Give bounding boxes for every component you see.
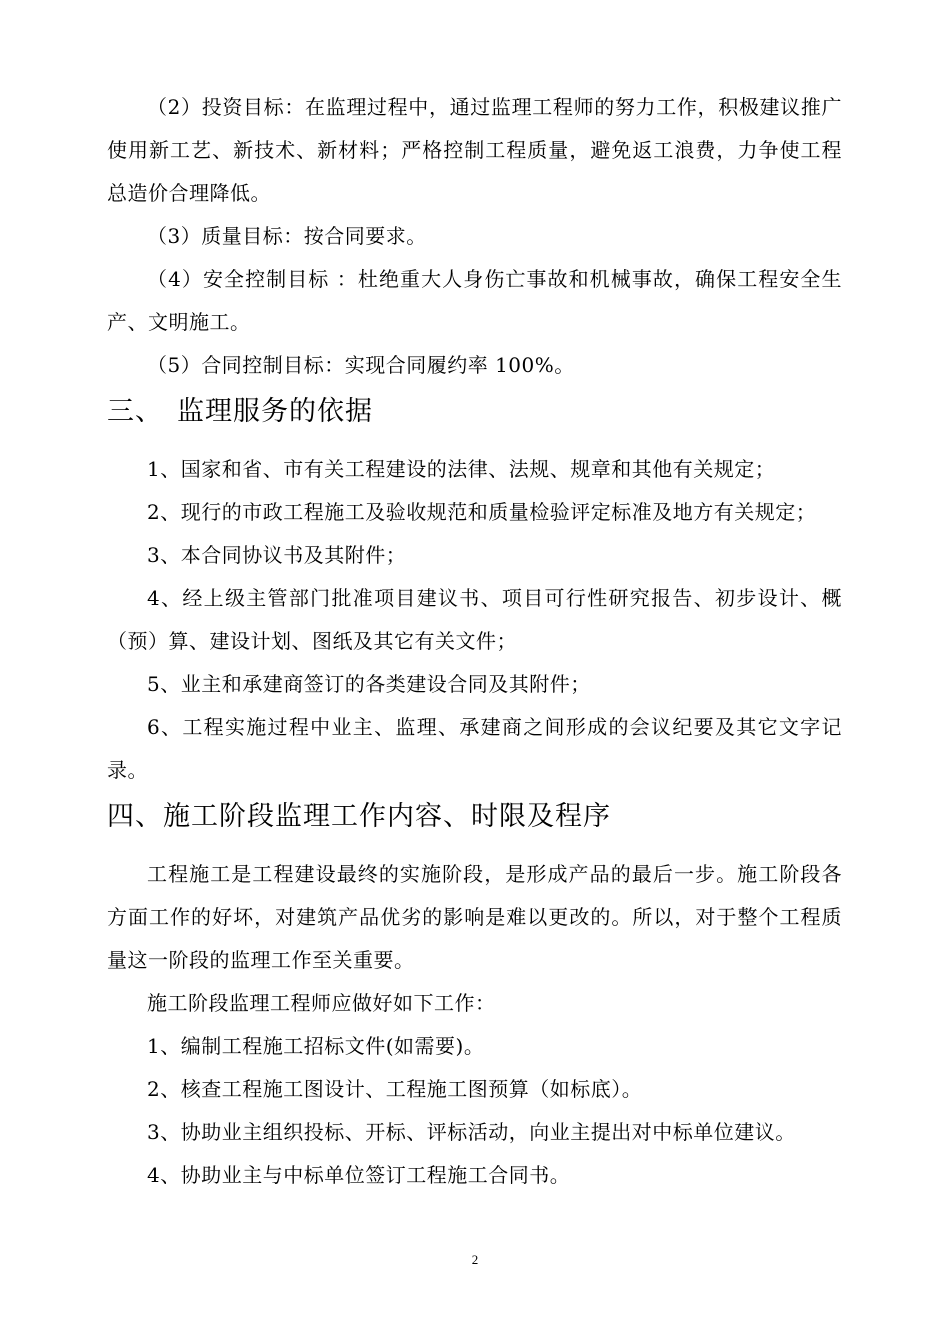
page-number: 2 xyxy=(471,1252,479,1267)
list-item: 2、现行的市政工程施工及验收规范和质量检验评定标准及地方有关规定； xyxy=(147,500,817,524)
section4-list xyxy=(107,853,842,1197)
section2-tail xyxy=(107,86,842,387)
paragraph-quality-goal: （3）质量目标：按合同要求。 xyxy=(147,224,427,248)
list-item: 3、协助业主组织投标、开标、评标活动，向业主提出对中标单位建议。 xyxy=(147,1120,796,1144)
list-item: 1、编制工程施工招标文件(如需要)。 xyxy=(147,1034,485,1058)
paragraph-safety-goal: （4）安全控制目标 ：杜绝重大人身伤亡事故和机械事故，确保工程安全生产、文明施工。 xyxy=(107,267,842,334)
paragraph-contract-goal: （5）合同控制目标：实现合同履约率 100%。 xyxy=(147,353,575,377)
list-item: 4、经上级主管部门批准项目建议书、项目可行性研究报告、初步设计、概（预）算、建设计划、图纸及其它有关文件； xyxy=(107,586,842,653)
paragraph-intro: 工程施工是工程建设最终的实施阶段，是形成产品的最后一步。施工阶段各方面工作的好坏，对建筑产品优劣的影响是难以更改的。所以，对于整个工程质量这一阶段的监理工作至关重要。 xyxy=(107,862,842,972)
document-body xyxy=(107,86,842,1197)
list-item: 1、国家和省、市有关工程建设的法律、法规、规章和其他有关规定； xyxy=(147,457,776,481)
section4-number: 四、 xyxy=(107,801,163,832)
list-item: 3、本合同协议书及其附件； xyxy=(147,543,407,567)
list-item: 2、核查工程施工图设计、工程施工图预算（如标底）。 xyxy=(147,1077,643,1101)
section4-title: 施工阶段监理工作内容、时限及程序 xyxy=(163,801,611,832)
section3-number: 三、 xyxy=(107,396,163,427)
paragraph-investment-goal: （2）投资目标：在监理过程中，通过监理工程师的努力工作，积极建议推广使用新工艺、新技术、新材料；严格控制工程质量，避免返工浪费，力争使工程总造价合理降低。 xyxy=(107,95,842,205)
section3-title: 监理服务的依据 xyxy=(177,396,373,427)
list-item: 6、工程实施过程中业主、监理、承建商之间形成的会议纪要及其它文字记录。 xyxy=(107,715,842,782)
section3-heading xyxy=(107,398,842,425)
list-item: 4、协助业主与中标单位签订工程施工合同书。 xyxy=(147,1163,571,1187)
section4-heading xyxy=(107,803,842,830)
list-item: 5、业主和承建商签订的各类建设合同及其附件； xyxy=(147,672,591,696)
paragraph-lead: 施工阶段监理工程师应做好如下工作： xyxy=(147,991,496,1015)
section3-list xyxy=(107,448,842,792)
